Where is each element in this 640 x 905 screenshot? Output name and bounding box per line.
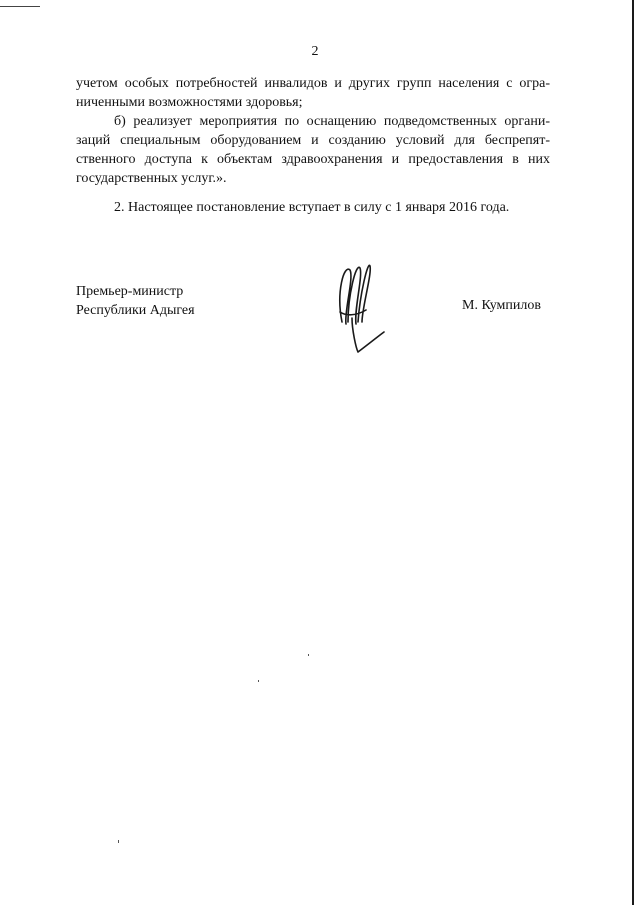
scan-edge-top — [0, 6, 40, 7]
text-line: б) реализует мероприятия по оснащению подведомственных органи- — [114, 114, 550, 129]
signatory-title — [76, 282, 195, 320]
decree-clause: 2. Настоящее постановление вступает в силу с 1 января 2016 года. — [114, 200, 510, 215]
text-line: учетом особых потребностей инвалидов и других групп населения с огра- — [76, 76, 550, 91]
handwritten-signature — [322, 252, 402, 362]
scan-speck — [308, 654, 309, 656]
body-text — [76, 74, 550, 188]
signatory-title-line1: Премьер-министр — [76, 284, 184, 299]
text-line: ниченными возможностями здоровья; — [76, 95, 303, 110]
scan-speck — [118, 840, 119, 843]
signatory-title-line2: Республики Адыгея — [76, 303, 195, 318]
page-number: 2 — [311, 44, 319, 59]
scan-edge-right — [632, 0, 634, 905]
scan-speck — [258, 680, 259, 682]
signatory-name: М. Кумпилов — [462, 298, 541, 313]
text-line: ственного доступа к объектам здравоохранения и предоставления в них — [76, 152, 550, 167]
text-line: государственных услуг.». — [76, 171, 227, 186]
text-line: заций специальным оборудованием и созданию условий для беспрепят- — [76, 133, 550, 148]
